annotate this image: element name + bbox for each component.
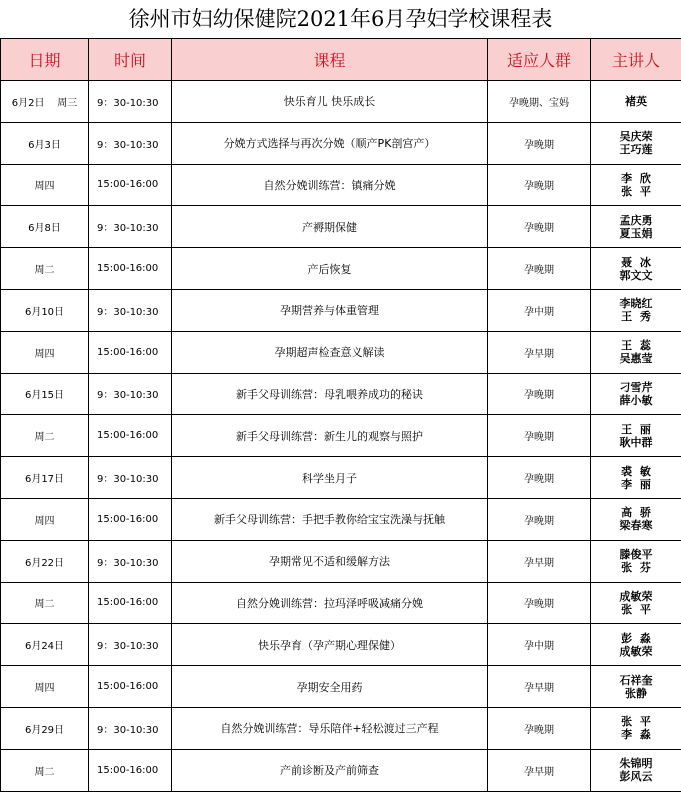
- table-row: [1, 373, 681, 415]
- audience-cell: 孕早期: [488, 749, 591, 791]
- speaker-cell: 聂 冰 郭文文: [591, 248, 681, 290]
- audience-cell: 孕晚期: [488, 415, 591, 457]
- time-cell: 9：30-10:30: [89, 373, 172, 415]
- time-cell: 15:00-16:00: [89, 415, 172, 457]
- date-cell: 6月10日: [1, 289, 89, 331]
- course-cell: 新手父母训练营：手把手教你给宝宝洗澡与抚触: [172, 498, 488, 540]
- speaker-cell: 褚英: [591, 81, 681, 123]
- speaker-cell: 张 平 李 淼: [591, 707, 681, 749]
- header-date: 日期: [1, 39, 89, 81]
- course-cell: 快乐育儿 快乐成长: [172, 81, 488, 123]
- time-cell: 15:00-16:00: [89, 582, 172, 624]
- audience-cell: 孕晚期: [488, 248, 591, 290]
- speaker-cell: 朱锦明 彭风云: [591, 749, 681, 791]
- date-cell: 6月29日: [1, 707, 89, 749]
- date-cell: 周二: [1, 248, 89, 290]
- audience-cell: 孕中期: [488, 624, 591, 666]
- table-row: [1, 81, 681, 123]
- date-cell: 周四: [1, 164, 89, 206]
- time-cell: 15:00-16:00: [89, 248, 172, 290]
- date-cell: 周二: [1, 582, 89, 624]
- speaker-cell: 成敏荣 张 平: [591, 582, 681, 624]
- audience-cell: 孕晚期: [488, 164, 591, 206]
- table-row: [1, 582, 681, 624]
- table-row: [1, 666, 681, 708]
- time-cell: 9：30-10:30: [89, 540, 172, 582]
- speaker-cell: 高 骄 梁春寒: [591, 498, 681, 540]
- course-cell: 产褥期保健: [172, 206, 488, 248]
- audience-cell: 孕中期: [488, 289, 591, 331]
- time-cell: 9：30-10:30: [89, 289, 172, 331]
- time-cell: 9：30-10:30: [89, 707, 172, 749]
- header-audience: 适应人群: [488, 39, 591, 81]
- date-cell: 6月15日: [1, 373, 89, 415]
- date-cell: 周四: [1, 498, 89, 540]
- audience-cell: 孕晚期: [488, 707, 591, 749]
- date-cell: 6月17日: [1, 457, 89, 499]
- time-cell: 15:00-16:00: [89, 331, 172, 373]
- course-cell: 产后恢复: [172, 248, 488, 290]
- audience-cell: 孕晚期: [488, 457, 591, 499]
- time-cell: 15:00-16:00: [89, 666, 172, 708]
- table-row: [1, 498, 681, 540]
- table-row: [1, 707, 681, 749]
- table-row: [1, 206, 681, 248]
- time-cell: 9：30-10:30: [89, 457, 172, 499]
- audience-cell: 孕晚期、宝妈: [488, 81, 591, 123]
- course-cell: 产前诊断及产前筛查: [172, 749, 488, 791]
- table-row: [1, 289, 681, 331]
- table-row: [1, 415, 681, 457]
- date-cell: 6月8日: [1, 206, 89, 248]
- time-cell: 9：30-10:30: [89, 81, 172, 123]
- date-cell: 6月2日 周三: [1, 81, 89, 123]
- speaker-cell: 刁雪芹 薛小敏: [591, 373, 681, 415]
- speaker-cell: 王 丽 耿中群: [591, 415, 681, 457]
- header-time: 时间: [89, 39, 172, 81]
- speaker-cell: 孟庆勇 夏玉娟: [591, 206, 681, 248]
- schedule-table: [0, 38, 681, 792]
- speaker-cell: 李 欣 张 平: [591, 164, 681, 206]
- course-cell: 孕期超声检查意义解读: [172, 331, 488, 373]
- table-row: [1, 248, 681, 290]
- course-cell: 快乐孕育（孕产期心理保健）: [172, 624, 488, 666]
- course-cell: 自然分娩训练营：镇痛分娩: [172, 164, 488, 206]
- table-row: [1, 122, 681, 164]
- speaker-cell: 石祥奎 张静: [591, 666, 681, 708]
- date-cell: 周二: [1, 415, 89, 457]
- speaker-cell: 裘 敏 李 丽: [591, 457, 681, 499]
- table-row: [1, 624, 681, 666]
- audience-cell: 孕晚期: [488, 373, 591, 415]
- course-cell: 孕期常见不适和缓解方法: [172, 540, 488, 582]
- audience-cell: 孕早期: [488, 331, 591, 373]
- page-title: 徐州市妇幼保健院2021年6月孕妇学校课程表: [128, 7, 553, 31]
- audience-cell: 孕晚期: [488, 206, 591, 248]
- table-row: [1, 749, 681, 791]
- time-cell: 9：30-10:30: [89, 624, 172, 666]
- audience-cell: 孕晚期: [488, 122, 591, 164]
- course-cell: 新手父母训练营：母乳喂养成功的秘诀: [172, 373, 488, 415]
- course-cell: 分娩方式选择与再次分娩（顺产PK剖宫产）: [172, 122, 488, 164]
- audience-cell: 孕早期: [488, 540, 591, 582]
- date-cell: 周四: [1, 331, 89, 373]
- speaker-cell: 滕俊平 张 芬: [591, 540, 681, 582]
- table-row: [1, 457, 681, 499]
- header-speaker: 主讲人: [591, 39, 681, 81]
- speaker-cell: 李晓红 王 秀: [591, 289, 681, 331]
- speaker-cell: 王 蕊 吴惠莹: [591, 331, 681, 373]
- date-cell: 6月24日: [1, 624, 89, 666]
- audience-cell: 孕早期: [488, 666, 591, 708]
- date-cell: 6月3日: [1, 122, 89, 164]
- header-row: [1, 39, 681, 81]
- course-cell: 科学坐月子: [172, 457, 488, 499]
- time-cell: 15:00-16:00: [89, 749, 172, 791]
- header-course: 课程: [172, 39, 488, 81]
- audience-cell: 孕晚期: [488, 498, 591, 540]
- time-cell: 15:00-16:00: [89, 164, 172, 206]
- course-cell: 自然分娩训练营：拉玛泽呼吸减痛分娩: [172, 582, 488, 624]
- date-cell: 周二: [1, 749, 89, 791]
- course-cell: 孕期安全用药: [172, 666, 488, 708]
- speaker-cell: 彭 淼 成敏荣: [591, 624, 681, 666]
- course-cell: 新手父母训练营：新生儿的观察与照护: [172, 415, 488, 457]
- audience-cell: 孕晚期: [488, 582, 591, 624]
- speaker-cell: 吴庆荣 王巧莲: [591, 122, 681, 164]
- time-cell: 15:00-16:00: [89, 498, 172, 540]
- table-row: [1, 164, 681, 206]
- date-cell: 周四: [1, 666, 89, 708]
- course-cell: 孕期营养与体重管理: [172, 289, 488, 331]
- course-cell: 自然分娩训练营：导乐陪伴+轻松渡过三产程: [172, 707, 488, 749]
- table-row: [1, 331, 681, 373]
- time-cell: 9：30-10:30: [89, 122, 172, 164]
- time-cell: 9：30-10:30: [89, 206, 172, 248]
- table-row: [1, 540, 681, 582]
- date-cell: 6月22日: [1, 540, 89, 582]
